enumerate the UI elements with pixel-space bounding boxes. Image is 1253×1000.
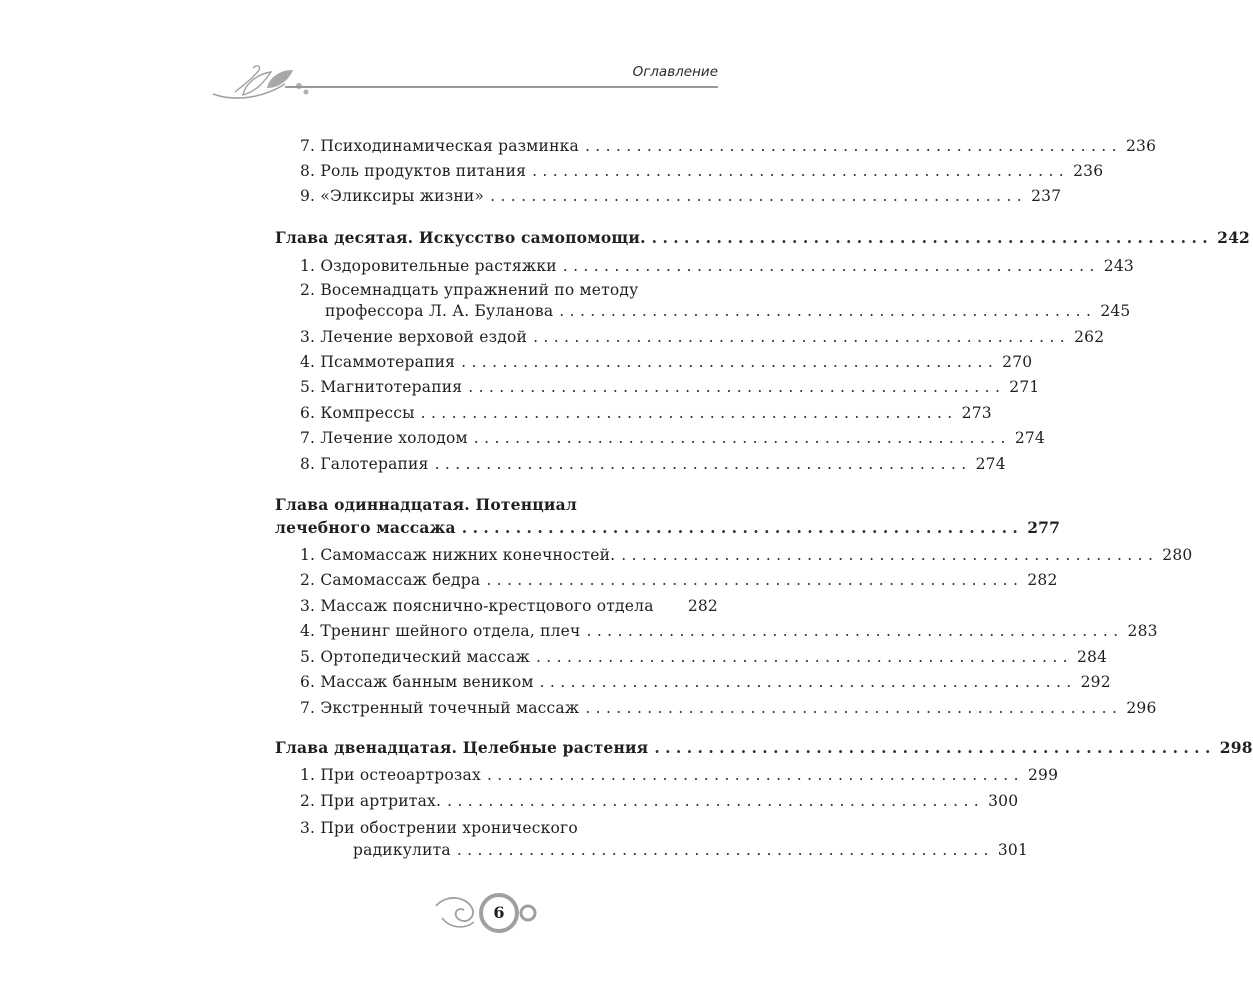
toc-entry xyxy=(300,671,1111,693)
toc-entry-page: 243 xyxy=(1103,257,1134,275)
dot-leader: .................................................... xyxy=(559,302,1097,320)
toc-entry-label-line2: профессора Л. А. Буланова xyxy=(325,302,554,320)
toc-entry-page: 300 xyxy=(988,792,1019,810)
dot-leader: .................................................... xyxy=(532,162,1070,180)
dot-leader: .................................................... xyxy=(447,792,985,810)
toc-entry-page: 245 xyxy=(1100,302,1131,320)
toc-entry xyxy=(300,326,1105,348)
toc-entry xyxy=(300,790,1019,812)
chapter-heading xyxy=(275,517,1061,539)
toc-entry-page: 271 xyxy=(1009,378,1040,396)
chapter-heading xyxy=(275,227,1251,249)
dot-leader: .................................................... xyxy=(651,228,1214,247)
toc-entry-label-line2: радикулита xyxy=(353,841,451,859)
dot-leader: .................................................... xyxy=(456,841,994,859)
toc-entry xyxy=(300,453,1006,475)
dot-leader: .................................................... xyxy=(434,455,972,473)
dot-leader: .................................................... xyxy=(533,328,1071,346)
toc-entry xyxy=(300,569,1058,591)
toc-entry-label: 2. Самомассаж бедра xyxy=(300,571,481,589)
toc-entry-page: 301 xyxy=(997,841,1029,859)
toc-entry xyxy=(300,376,1040,398)
toc-entry xyxy=(300,544,1193,566)
dot-leader: .................................................... xyxy=(535,648,1073,666)
chapter-page: 298 xyxy=(1219,738,1253,757)
dot-leader: .................................................... xyxy=(539,673,1077,691)
toc-entry xyxy=(300,620,1158,642)
toc-entry-label: 5. Ортопедический массаж xyxy=(300,648,530,666)
chapter-page: 242 xyxy=(1217,228,1251,247)
toc-entry xyxy=(353,839,1029,861)
dot-leader: .................................................... xyxy=(621,546,1159,564)
dot-leader: .................................................... xyxy=(486,766,1024,784)
toc-entry-page: 270 xyxy=(1002,353,1033,371)
toc-entry-label: 9. «Эликсиры жизни» xyxy=(300,187,485,205)
dot-leader: .................................................... xyxy=(490,187,1028,205)
toc-entry-label: 6. Массаж банным веником xyxy=(300,673,534,691)
toc-entry xyxy=(300,764,1059,786)
toc-entry-page: 274 xyxy=(1014,429,1045,447)
toc-entry-page: 236 xyxy=(1073,162,1104,180)
running-header-title: Оглавление xyxy=(632,64,718,80)
toc-entry-page: 296 xyxy=(1126,699,1157,717)
toc-entry-label: 3. Лечение верховой ездой xyxy=(300,328,528,346)
toc-entry xyxy=(300,185,1062,207)
toc-entry-label: 7. Лечение холодом xyxy=(300,429,468,447)
dot-leader: .................................................... xyxy=(461,353,999,371)
dot-leader: .................................................... xyxy=(586,622,1124,640)
toc-entry-label: 6. Компрессы xyxy=(300,404,415,422)
toc-entry xyxy=(300,646,1108,668)
toc-entry-label: 2. При артритах. xyxy=(300,792,442,810)
toc-entry-label: 8. Роль продуктов питания xyxy=(300,162,527,180)
dot-leader: .................................................... xyxy=(473,429,1011,447)
toc-entry-page: 274 xyxy=(975,455,1006,473)
dot-leader: .................................................... xyxy=(584,137,1122,155)
toc-entry-label: 4. Тренинг шейного отдела, плеч xyxy=(300,622,581,640)
toc-entry-label: 4. Псаммотерапия xyxy=(300,353,456,371)
toc-entry-label: 8. Галотерапия xyxy=(300,455,429,473)
toc-entry xyxy=(300,135,1157,157)
toc-entry-page: 280 xyxy=(1162,546,1193,564)
toc-entry-label: 1. Оздоровительные растяжки xyxy=(300,257,557,275)
toc-entry-label-line1: 3. При обострении хронического xyxy=(300,819,578,837)
dot-leader: .................................................... xyxy=(468,378,1006,396)
toc-entry-label: 7. Психодинамическая разминка xyxy=(300,137,579,155)
toc-entry-label: 3. Массаж пояснично-крестцового отдела xyxy=(300,597,654,615)
chapter-title: Глава десятая. Искусство самопомощи. xyxy=(275,228,646,247)
toc-entry-label: 5. Магнитотерапия xyxy=(300,378,463,396)
toc-entry xyxy=(300,160,1104,182)
toc-entry-page: 283 xyxy=(1127,622,1158,640)
dot-leader: .................................................... xyxy=(585,699,1123,717)
dot-leader: .................................................... xyxy=(420,404,958,422)
dot-leader: .................................................... xyxy=(562,257,1100,275)
toc-entry-page: 262 xyxy=(1074,328,1105,346)
toc-entry xyxy=(300,427,1045,449)
dot-leader: .................................................... xyxy=(461,518,1024,537)
toc-entry-page: 237 xyxy=(1031,187,1062,205)
chapter-page: 277 xyxy=(1027,518,1061,537)
chapter-title-line1: Глава одиннадцатая. Потенциал xyxy=(275,495,578,514)
toc-entry xyxy=(300,595,718,617)
toc-entry xyxy=(300,697,1157,719)
toc-entry-page: 282 xyxy=(1027,571,1058,589)
toc-entry xyxy=(300,351,1033,373)
toc-entry-page: 282 xyxy=(687,597,718,615)
toc-entry xyxy=(325,300,1131,322)
toc-entry xyxy=(300,402,992,424)
toc-entry-page: 236 xyxy=(1125,137,1157,155)
toc-entry-page: 273 xyxy=(961,404,992,422)
toc-entry-page: 284 xyxy=(1076,648,1108,666)
chapter-title: Глава двенадцатая. Целебные растения xyxy=(275,738,649,757)
toc-entry-label: 1. При остеоартрозах xyxy=(300,766,481,784)
toc-entry-page: 292 xyxy=(1080,673,1111,691)
toc-entry-label-line1: 2. Восемнадцать упражнений по методу xyxy=(300,281,639,299)
chapter-heading xyxy=(275,737,1253,759)
chapter-title-line2: лечебного массажа xyxy=(275,518,456,537)
toc-entry-page: 299 xyxy=(1027,766,1059,784)
page-number: 6 xyxy=(493,903,505,922)
dot-leader: .................................................... xyxy=(654,738,1216,757)
dot-leader: .................................................... xyxy=(486,571,1024,589)
toc-entry xyxy=(300,255,1134,277)
toc-entry-label: 7. Экстренный точечный массаж xyxy=(300,699,580,717)
toc-entry-label: 1. Самомассаж нижних конечностей. xyxy=(300,546,616,564)
